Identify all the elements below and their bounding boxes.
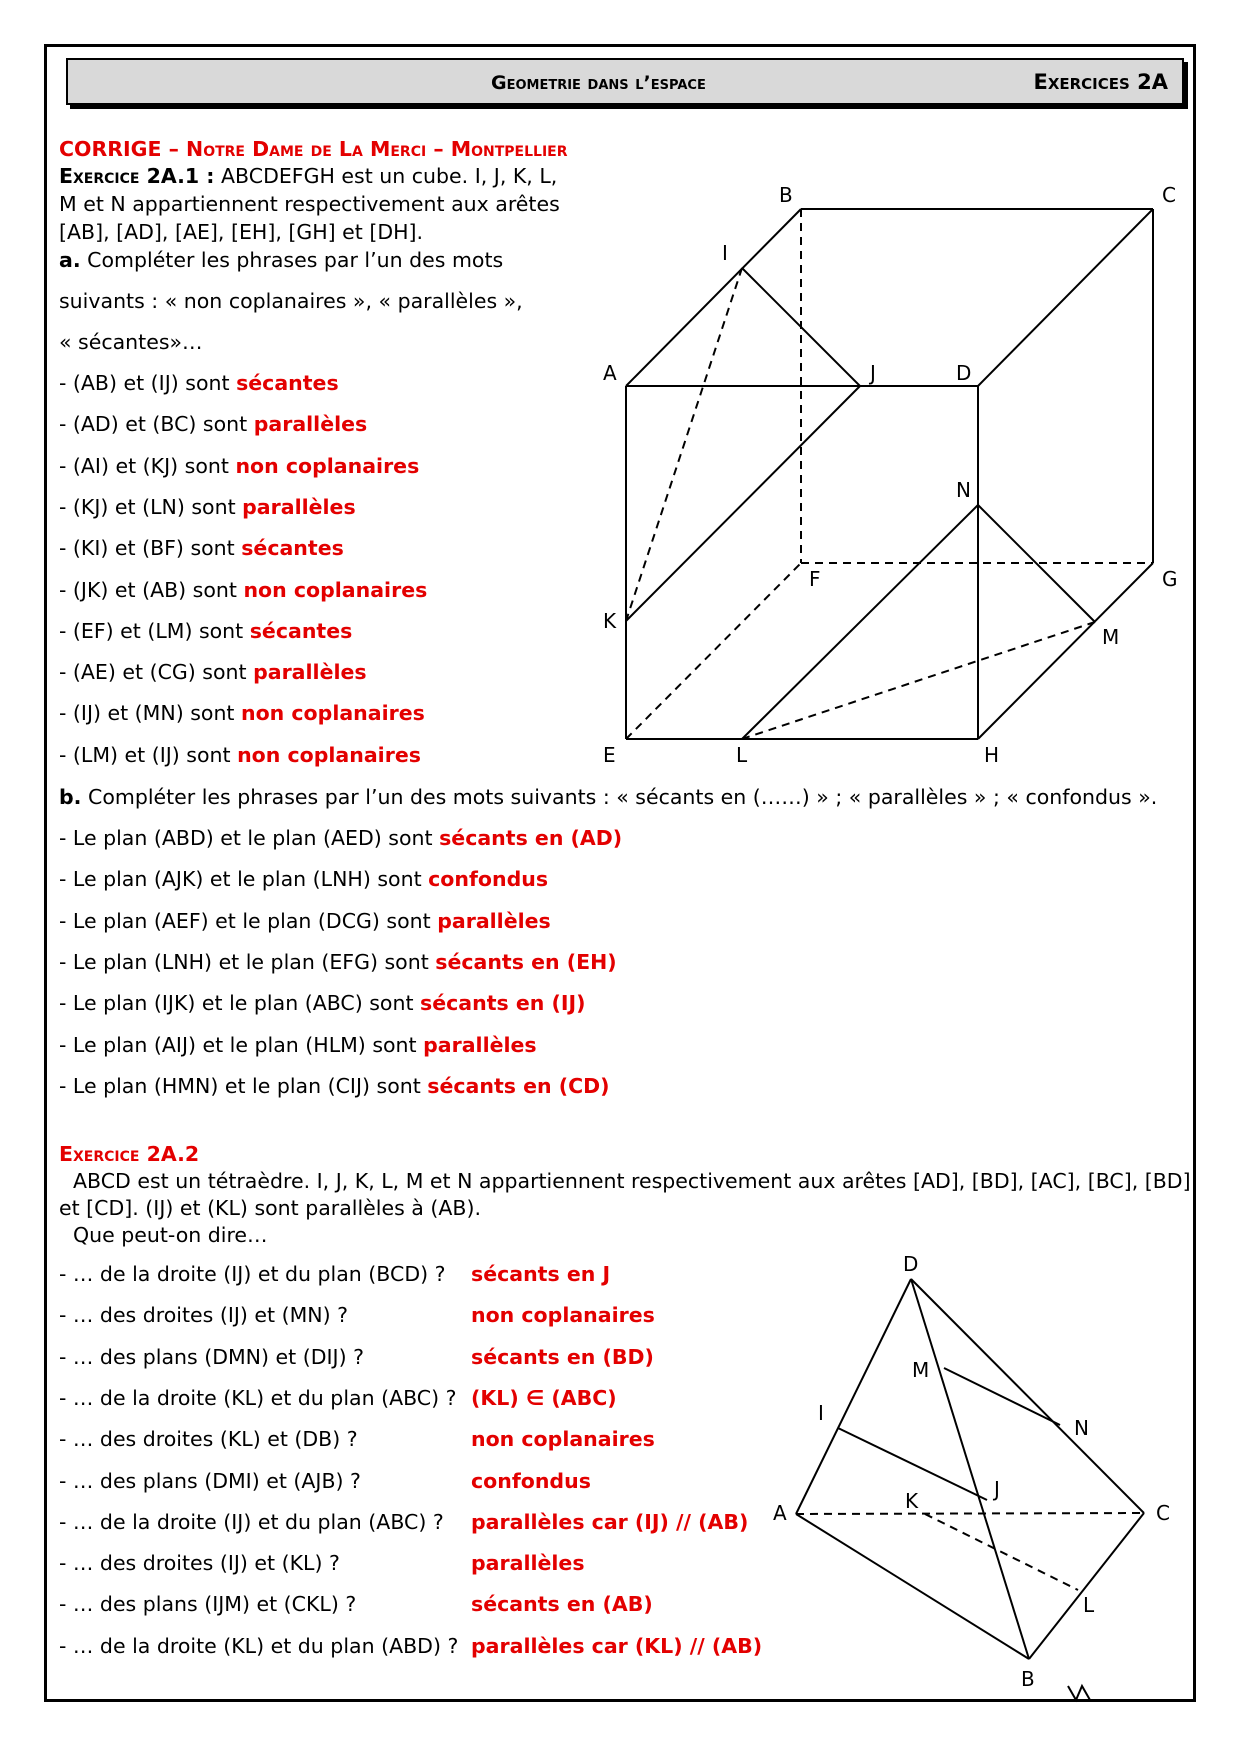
item-answer: non coplanaires [243,577,428,602]
ex2-intro-line: ABCD est un tétraèdre. I, J, K, L, M et N appartiennent respectivement aux arêtes [AD], [BD], [AC], [BC], [BD] [73,1169,1191,1193]
cube-label-b: B [779,183,793,207]
plan-question: - Le plan (AEF) et le plan (DCG) sont [59,908,438,933]
ex2-answer: parallèles [471,1551,585,1576]
tetra-label-n: N [1074,1416,1089,1440]
plan-question: - Le plan (AJK) et le plan (LNH) sont [59,867,429,892]
item-answer: sécantes [236,371,339,395]
plan-question: - Le plan (ABD) et le plan (AED) sont [59,826,440,850]
item-question: - (AE) et (CG) sont [59,660,254,685]
part-a-text: « sécantes»… [59,330,203,354]
item-question: - (AI) et (KJ) sont [59,453,236,478]
tetra-label-a: A [773,1501,787,1525]
plan-question: - Le plan (LNH) et le plan (EFG) sont [59,949,436,974]
ex2-question: - … de la droite (IJ) et du plan (BCD) ? [59,1262,446,1286]
item-question: - (KI) et (BF) sont [59,536,242,561]
item-answer: sécantes [241,536,344,561]
cube-label-f: F [809,567,821,591]
cube-label-g: G [1162,567,1178,591]
ex2-question: - … des plans (IJM) et (CKL) ? [59,1592,357,1617]
cube-label-e: E [603,743,616,767]
corrige-school: Notre Dame de La Merci – Montpellier [186,137,568,161]
tetra-label-i: I [818,1401,824,1425]
item-answer: parallèles [242,494,356,519]
ex2-answer: non coplanaires [471,1303,655,1328]
item-answer: non coplanaires [235,453,420,478]
tetra-label-l: L [1083,1593,1095,1617]
ex2-answer: sécants en (BD) [471,1344,654,1369]
ex1-intro-line: M et N appartiennent respectivement aux arêtes [59,192,560,216]
plan-answer: confondus [428,867,549,892]
tetra-label-d: D [903,1252,919,1276]
item-question: - (IJ) et (MN) sont [59,701,241,726]
tetra-label-j: J [994,1477,1000,1501]
ex2-answer: sécants en J [471,1262,611,1286]
plan-answer: sécants en (CD) [427,1073,610,1098]
item-question: - (KJ) et (LN) sont [59,494,243,519]
plan-answer: parallèles [423,1032,537,1057]
part-a-label: a. [59,248,81,272]
corrige-dash: – [161,137,187,161]
cube-label-i: I [722,241,728,265]
cube-label-n: N [956,478,971,502]
plan-question: - Le plan (IJK) et le plan (ABC) sont [59,991,421,1016]
part-b-text: Compléter les phrases par l’un des mots suivants : « sécants en (……) » ; « parallèles » ; « confondus ». [88,785,1158,809]
ex2-answer: sécants en (AB) [471,1592,653,1617]
plan-answer: sécants en (IJ) [420,991,586,1016]
item-question: - (EF) et (LM) sont [59,618,250,643]
item-answer: non coplanaires [237,742,421,767]
item-answer: parallèles [253,660,367,685]
ex2-answer: parallèles car (IJ) // (AB) [471,1509,749,1534]
cube-label-l: L [736,743,748,767]
cube-label-k: K [603,609,617,633]
plan-answer: sécants en (EH) [435,949,617,974]
tetra-label-m: M [912,1358,930,1382]
part-a-text: suivants : « non coplanaires », « parallèles », [59,289,523,313]
ex2-question: - … de la droite (KL) et du plan (ABD) ? [59,1633,459,1658]
cube-label-c: C [1162,183,1176,207]
ex2-question: - … des plans (DMN) et (DIJ) ? [59,1344,364,1369]
ex2-title: Exercice 2A.2 [59,1142,200,1166]
ex1-intro-line: [AB], [AD], [AE], [EH], [GH] et [DH]. [59,220,424,244]
tetra-label-c: C [1156,1501,1170,1525]
plan-question: - Le plan (AIJ) et le plan (HLM) sont [59,1032,424,1057]
ex2-answer: non coplanaires [471,1427,655,1452]
ex2-question: - … de la droite (IJ) et du plan (ABC) ? [59,1509,444,1534]
tetra-label-b: B [1021,1667,1035,1691]
plan-answer: sécants en (AD) [439,826,623,850]
item-question: - (AB) et (IJ) sont [59,371,237,395]
ex2-question: - … des droites (KL) et (DB) ? [59,1427,358,1452]
header-title: Geometrie dans l’espace [491,72,706,94]
item-question: - (JK) et (AB) sont [59,577,244,602]
tetra-label-k: K [905,1489,919,1513]
plan-answer: parallèles [437,908,551,933]
item-answer: sécantes [249,618,353,643]
ex2-question: - … des plans (DMI) et (AJB) ? [59,1468,361,1493]
item-question: - (AD) et (BC) sont [59,412,254,437]
ex2-intro-line: Que peut-on dire… [73,1223,268,1247]
ex2-question: - … de la droite (KL) et du plan (ABC) ? [59,1385,457,1410]
ex2-intro-line: et [CD]. (IJ) et (KL) sont parallèles à (AB). [59,1196,481,1220]
ex2-question: - … des droites (IJ) et (MN) ? [59,1303,349,1328]
part-a-text: Compléter les phrases par l’un des mots [87,248,504,272]
plan-question: - Le plan (HMN) et le plan (CIJ) sont [59,1073,428,1098]
corrige-label: CORRIGE [59,137,162,161]
ex2-answer: confondus [471,1468,591,1493]
part-b-label: b. [59,785,82,809]
cube-label-j: J [870,361,876,385]
ex2-answer: parallèles car (KL) // (AB) [471,1633,763,1658]
cube-label-a: A [603,361,617,385]
ex1-title: Exercice 2A.1 : [59,164,215,188]
item-answer: non coplanaires [241,701,425,726]
ex1-intro-line: ABCDEFGH est un cube. I, J, K, L, [221,164,558,188]
ex2-answer: (KL) ∈ (ABC) [471,1385,617,1410]
item-question: - (LM) et (IJ) sont [59,742,238,767]
cube-label-d: D [956,361,972,385]
header-ref: Exercices 2A [1033,70,1168,94]
item-answer: parallèles [253,412,368,437]
cube-label-h: H [984,743,1000,767]
cube-label-m: M [1102,625,1120,649]
ex2-question: - … des droites (IJ) et (KL) ? [59,1551,340,1576]
